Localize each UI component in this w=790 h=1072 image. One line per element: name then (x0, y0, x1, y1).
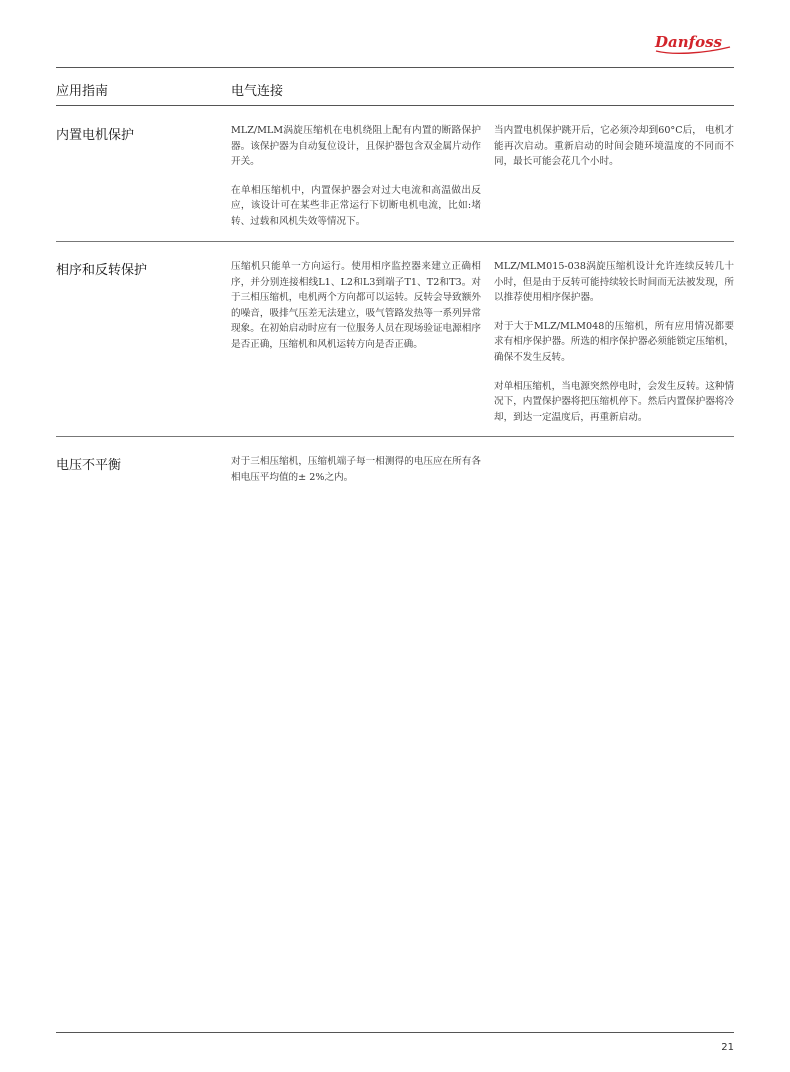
page-number: 21 (721, 1042, 734, 1053)
section-1-column-b (494, 123, 734, 183)
section-2-column-a (231, 259, 481, 366)
paragraph: 当内置电机保护跳开后，它必须冷却到60°C后， 电机才能再次启动。重新启动的时间会随环境温度的不同而不同，最长可能会花几个小时。 (494, 125, 734, 168)
section-3-column-a (231, 454, 481, 498)
section-title-motor-protection: 内置电机保护 (56, 128, 135, 143)
paragraph: MLZ/MLM涡旋压缩机在电机绕阻上配有内置的断路保护器。该保护器为自动复位设计，且保护器包含双金属片动作开关。 (231, 125, 481, 168)
header-bottom-rule (56, 105, 734, 106)
paragraph: 对于三相压缩机，压缩机端子每一相测得的电压应在所有各相电压平均值的± 2%之内。 (231, 456, 481, 483)
section-title-voltage-imbalance: 电压不平衡 (56, 458, 122, 473)
section-1-column-a (231, 123, 481, 243)
paragraph: 对于大于MLZ/MLM048的压缩机，所有应用情况都要求有相序保护器。所选的相序保护器必须能锁定压缩机，确保不发生反转。 (494, 320, 734, 363)
danfoss-logo-mark (652, 30, 734, 56)
header-rule (56, 67, 734, 68)
logo-text: Danfoss (655, 33, 722, 51)
section-divider (56, 436, 734, 437)
paragraph: MLZ/MLM015-038涡旋压缩机设计允许连续反转几十小时，但是由于反转可能持续较长时间而无法被发现，所以推荐使用相序保护器。 (494, 261, 734, 304)
section-2-column-b (494, 259, 734, 438)
danfoss-logo (652, 30, 734, 56)
header-category: 应用指南 (56, 84, 109, 99)
section-divider (56, 241, 734, 242)
paragraph: 对单相压缩机，当电源突然停电时，会发生反转。这种情况下，内置保护器将把压缩机停下。然后内置保护器将冷却，到达一定温度后，再重新启动。 (494, 380, 734, 423)
section-title-phase-sequence: 相序和反转保护 (56, 263, 148, 278)
footer-rule (56, 1032, 734, 1033)
paragraph: 在单相压缩机中，内置保护器会对过大电流和高温做出反应，该设计可在某些非正常运行下切断电机电流，比如:堵转、过载和风机失效等情况下。 (231, 184, 481, 227)
header-topic: 电气连接 (231, 84, 284, 99)
paragraph: 压缩机只能单一方向运行。使用相序监控器来建立正确相序，并分别连接相线L1、L2和L3到端子T1、T2和T3。对于三相压缩机，电机两个方向都可以运转。反转会导致额外的噪音，吸排气压差无法建立，吸气管路发热等一系列异常现象。在初始启动时应有一位服务人员在现场验证电源相序是否正确，压缩机和风机运转方向是否正确。 (231, 261, 481, 350)
